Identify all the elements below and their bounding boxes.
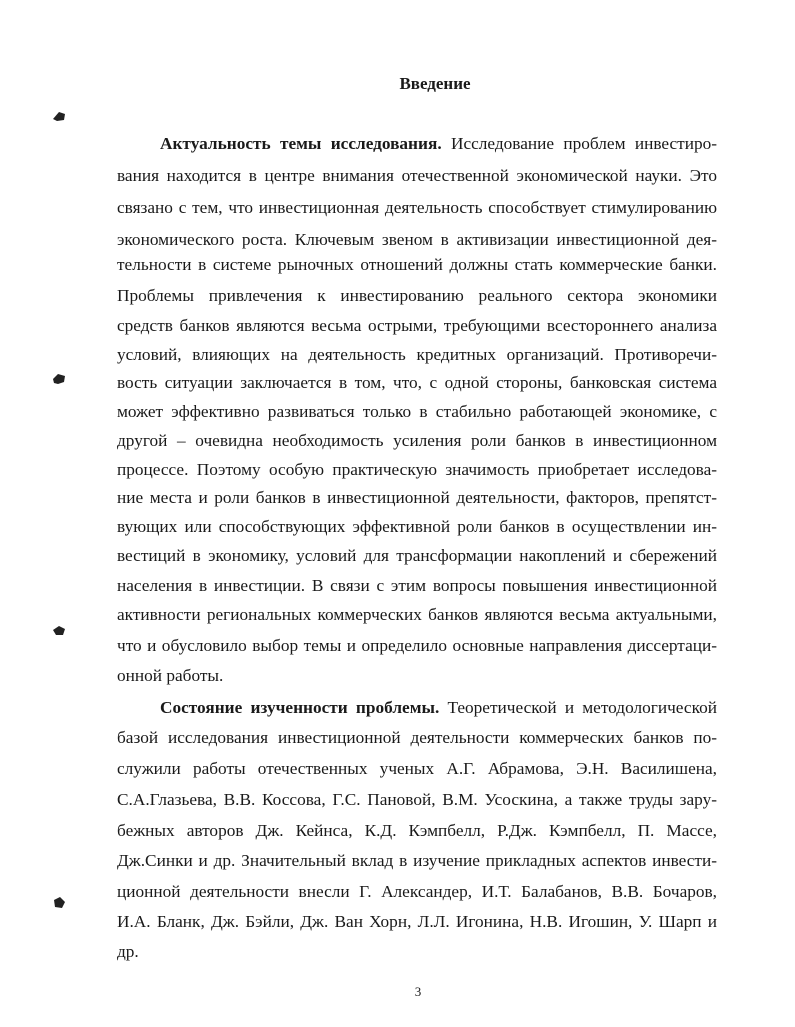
paragraph-2-lead: Состояние изученности проблемы. <box>160 698 440 717</box>
paragraph-1-line-4: экономического роста. Ключевым звеном в активизации инвестиционной дея- <box>117 230 717 249</box>
paragraph-1-line-5: тельности в системе рыночных отношений должны стать коммерческие банки. <box>117 255 717 274</box>
paragraph-1-line-13: ние места и роли банков в инвестиционной деятельности, факторов, препятст- <box>117 488 717 507</box>
binding-hole-mark <box>52 373 66 385</box>
paragraph-1-line-19: онной работы. <box>117 666 224 685</box>
paragraph-1-line-15: вестиций в экономику, условий для трансформации накоплений и сбережений <box>117 546 717 565</box>
paragraph-1-line-8: условий, влияющих на деятельность кредитных организаций. Противоречи- <box>117 345 717 364</box>
binding-hole-mark <box>52 625 66 637</box>
paragraph-1-line-6: Проблемы привлечения к инвестированию реального сектора экономики <box>117 286 717 305</box>
paragraph-2-line-2: базой исследования инвестиционной деятельности коммерческих банков по- <box>117 728 717 747</box>
section-heading: Введение <box>399 74 471 93</box>
paragraph-2-line-6: Дж.Синки и др. Значительный вклад в изучение прикладных аспектов инвести- <box>117 851 717 870</box>
paragraph-1-line-7: средств банков являются весьма острыми, требующими всестороннего анализа <box>117 316 717 335</box>
paragraph-2-line-4: С.А.Глазьева, В.В. Коссова, Г.С. Пановой, В.М. Усоскина, а также труды зару- <box>117 790 717 809</box>
paragraph-2-line-9: др. <box>117 942 139 961</box>
binding-hole-mark <box>52 896 66 910</box>
paragraph-1-line-16: населения в инвестиции. В связи с этим вопросы повышения инвестиционной <box>117 576 717 595</box>
paragraph-1-line-14: вующих или способствующих эффективной роли банков в осуществлении ин- <box>117 517 717 536</box>
paragraph-1-line-1: Актуальность темы исследования. Исследование проблем инвестиро- <box>160 134 717 153</box>
paragraph-1-line-9: вость ситуации заключается в том, что, с одной стороны, банковская система <box>117 373 717 392</box>
paragraph-1-line-3: связано с тем, что инвестиционная деятельность способствует стимулированию <box>117 198 717 217</box>
paragraph-2-line-8: И.А. Бланк, Дж. Бэйли, Дж. Ван Хорн, Л.Л. Игонина, Н.В. Игошин, У. Шарп и <box>117 912 717 931</box>
paragraph-1-line-11: другой – очевидна необходимость усиления роли банков в инвестиционном <box>117 431 717 450</box>
paragraph-1-line-17: активности региональных коммерческих банков являются весьма актуальными, <box>117 605 717 624</box>
paragraph-1-line-18: что и обусловило выбор темы и определило основные направления диссертаци- <box>117 636 717 655</box>
paragraph-2-line-1: Состояние изученности проблемы. Теоретической и методологической <box>160 698 717 717</box>
paragraph-1-lead: Актуальность темы исследования. <box>160 134 442 153</box>
paragraph-2-line-3: служили работы отечественных ученых А.Г. Абрамова, Э.Н. Василишена, <box>117 759 717 778</box>
paragraph-1-line-2: вания находится в центре внимания отечественной экономической науки. Это <box>117 166 717 185</box>
page-number: 3 <box>414 984 422 999</box>
paragraph-2-line-5: бежных авторов Дж. Кейнса, К.Д. Кэмпбелл, Р.Дж. Кэмпбелл, П. Массе, <box>117 821 717 840</box>
paragraph-2-line-7: ционной деятельности внесли Г. Александер, И.Т. Балабанов, В.В. Бочаров, <box>117 882 717 901</box>
paragraph-1-line-12: процессе. Поэтому особую практическую значимость приобретает исследова- <box>117 460 717 479</box>
paragraph-1-line-10: может эффективно развиваться только в стабильно работающей экономике, с <box>117 402 717 421</box>
binding-hole-mark <box>52 110 66 122</box>
